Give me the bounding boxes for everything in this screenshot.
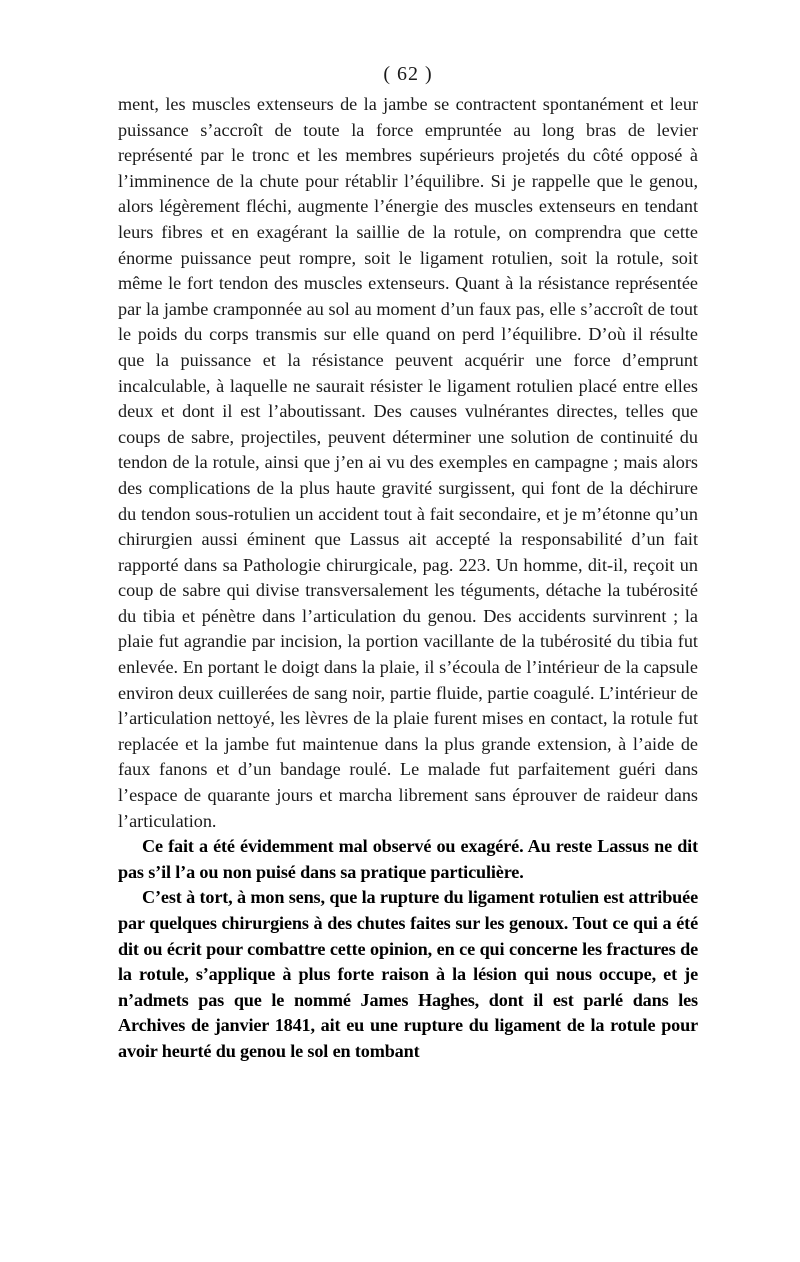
paragraph-3: C’est à tort, à mon sens, que la rupture du ligament rotulien est attribuée par quelques chirurgiens à des chutes faites sur les genoux. Tout ce qui a été dit ou écrit pour combattre cette opinion, en ce qui concerne les fractures de la rotule, s’applique à plus forte raison à la lésion qui nous occupe, et je n’admets pas que le nommé James Haghes, dont il est parlé dans les Archives de janvier 1841, ait eu une rupture du ligament de la rotule pour avoir heurté du genou le sol en tombant — [118, 887, 698, 1061]
paragraph-2: Ce fait a été évidemment mal observé ou exagéré. Au reste Lassus ne dit pas s’il l’a ou non puisé dans sa pratique particulière. — [118, 836, 698, 882]
book-page — [118, 62, 698, 1065]
paragraph-1: ment, les muscles extenseurs de la jambe se contractent spontanément et leur puissance s’accroît de toute la force empruntée au long bras de levier représenté par le tronc et les membres supérieurs projetés du côté opposé à l’imminence de la chute pour rétablir l’équilibre. Si je rappelle que le genou, alors légèrement fléchi, augmente l’énergie des muscles extenseurs en tendant leurs fibres et en exagérant la saillie de la rotule, on comprendra que cette énorme puissance peut rompre, soit le ligament rotulien, soit la rotule, soit même le fort tendon des muscles extenseurs. Quant à la résistance représentée par la jambe cramponnée au sol au moment d’un faux pas, elle s’accroît de tout le poids du corps transmis sur elle quand on perd l’équilibre. D’où il résulte que la puissance et la résistance peuvent acquérir une force d’emprunt incalculable, à laquelle ne saurait résister le ligament rotulien placé entre elles deux et dont il est l’aboutissant. Des causes vulnérantes directes, telles que coups de sabre, projectiles, peuvent déterminer une solution de continuité du tendon de la rotule, ainsi que j’en ai vu des exemples en campagne ; mais alors des complications de la plus haute gravité surgissent, qui font de la déchirure du tendon sous-rotulien un accident tout à fait secondaire, et je m’étonne qu’un chirurgien aussi éminent que Lassus ait accepté la responsabilité d’un fait rapporté dans sa Pathologie chirurgicale, pag. 223. Un homme, dit-il, reçoit un coup de sabre qui divise transversalement les téguments, détache la tubérosité du tibia et pénètre dans l’articulation du genou. Des accidents survinrent ; la plaie fut agrandie par incision, la portion vacillante de la tubérosité du tibia fut enlevée. En portant le doigt dans la plaie, il s’écoula de l’intérieur de la capsule environ deux cuillerées de sang noir, partie fluide, partie coagulé. L’intérieur de l’articulation nettoyé, les lèvres de la plaie furent mises en contact, la rotule fut replacée et la jambe fut maintenue dans la plus grande extension, à l’aide de faux fanons et d’un bandage roulé. Le malade fut parfaitement guéri dans l’espace de quarante jours et marcha librement sans éprouver de raideur dans l’articulation. — [118, 94, 698, 831]
page-number: ( 62 ) — [383, 63, 433, 85]
body-text — [118, 92, 698, 1065]
